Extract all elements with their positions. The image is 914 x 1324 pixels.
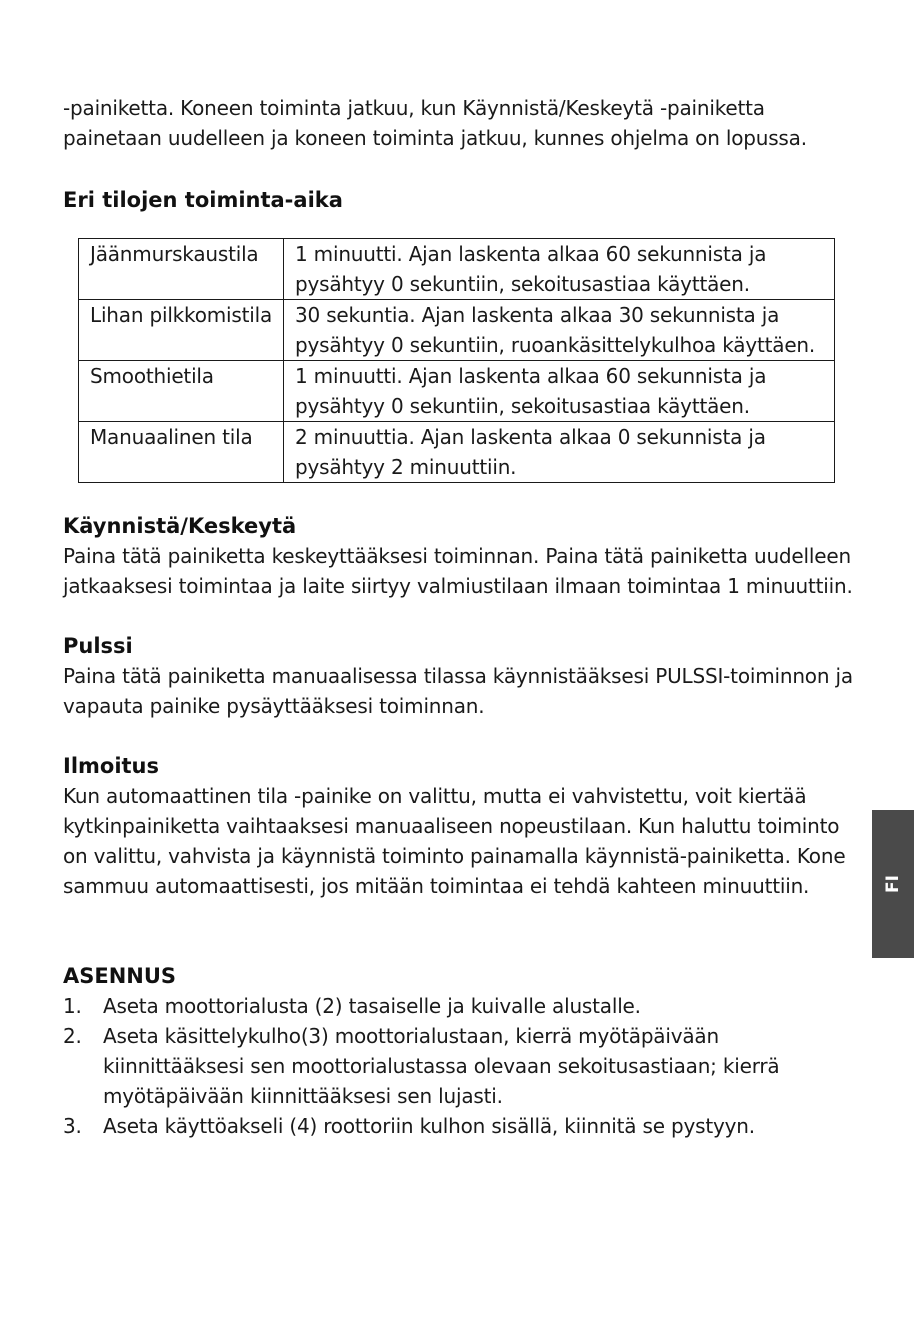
mode-name: Manuaalinen tila — [79, 422, 284, 483]
table-row — [79, 300, 835, 361]
table-row — [79, 239, 835, 300]
mode-description: 30 sekuntia. Ajan laskenta alkaa 30 sekunnista ja pysähtyy 0 sekuntiin, ruoankäsittelykulhoa käyttäen. — [284, 300, 835, 361]
step-number: 2. — [63, 1024, 82, 1048]
manual-page — [63, 93, 863, 1141]
pulse-text: Paina tätä painiketta manuaalisessa tilassa käynnistääksesi PULSSI-toiminnon ja vapauta painike pysäyttääksesi toiminnan. — [63, 664, 853, 718]
step-number: 3. — [63, 1114, 82, 1138]
notice-text: Kun automaattinen tila -painike on valittu, mutta ei vahvistettu, voit kiertää kytkinpainiketta vaihtaaksesi manuaaliseen nopeustilaan. Kun haluttu toiminto on valittu, vahvista ja käynnistä toiminto painamalla käynnistä-painiketta. Kone sammuu automaattisesti, jos mitään toimintaa ei tehdä kahteen minuuttiin. — [63, 784, 846, 898]
step-text: Aseta käyttöakseli (4) roottoriin kulhon sisällä, kiinnitä se pystyyn. — [103, 1114, 755, 1138]
install-steps — [63, 991, 863, 1141]
mode-description: 1 minuutti. Ajan laskenta alkaa 60 sekunnista ja pysähtyy 0 sekuntiin, sekoitusastiaa käyttäen. — [284, 239, 835, 300]
modes-table — [78, 238, 835, 483]
list-item — [63, 1111, 863, 1141]
list-item — [63, 1021, 863, 1111]
table-row — [79, 361, 835, 422]
install-section — [63, 961, 863, 1141]
notice-section — [63, 751, 863, 901]
step-number: 1. — [63, 994, 82, 1018]
step-text: Aseta käsittelykulho(3) moottorialustaan, kierrä myötäpäivään kiinnittääksesi sen moottorialustassa olevaan sekoitusastiaan; kierrä myötäpäivään kiinnittääksesi sen lujasti. — [103, 1024, 780, 1108]
install-title: ASENNUS — [63, 964, 177, 988]
start-pause-section — [63, 511, 863, 601]
mode-name: Smoothietila — [79, 361, 284, 422]
pulse-title: Pulssi — [63, 634, 133, 658]
intro-paragraph: -painiketta. Koneen toiminta jatkuu, kun Käynnistä/Keskeytä -painiketta painetaan uudelleen ja koneen toiminta jatkuu, kunnes ohjelma on lopussa. — [63, 96, 807, 150]
mode-description: 2 minuuttia. Ajan laskenta alkaa 0 sekunnista ja pysähtyy 2 minuuttiin. — [284, 422, 835, 483]
modes-section-title: Eri tilojen toiminta-aika — [63, 188, 343, 212]
start-pause-text: Paina tätä painiketta keskeyttääksesi toiminnan. Paina tätä painiketta uudelleen jatkaaksesi toimintaa ja laite siirtyy valmiustilaan ilmaan toimintaa 1 minuuttiin. — [63, 544, 853, 598]
language-label: FI — [882, 875, 903, 893]
list-item — [63, 991, 863, 1021]
pulse-section — [63, 631, 863, 721]
mode-description: 1 minuutti. Ajan laskenta alkaa 60 sekunnista ja pysähtyy 0 sekuntiin, sekoitusastiaa käyttäen. — [284, 361, 835, 422]
notice-title: Ilmoitus — [63, 754, 160, 778]
mode-name: Jäänmurskaustila — [79, 239, 284, 300]
table-row — [79, 422, 835, 483]
step-text: Aseta moottorialusta (2) tasaiselle ja kuivalle alustalle. — [103, 994, 641, 1018]
start-pause-title: Käynnistä/Keskeytä — [63, 514, 297, 538]
language-tab — [872, 810, 914, 958]
mode-name: Lihan pilkkomistila — [79, 300, 284, 361]
